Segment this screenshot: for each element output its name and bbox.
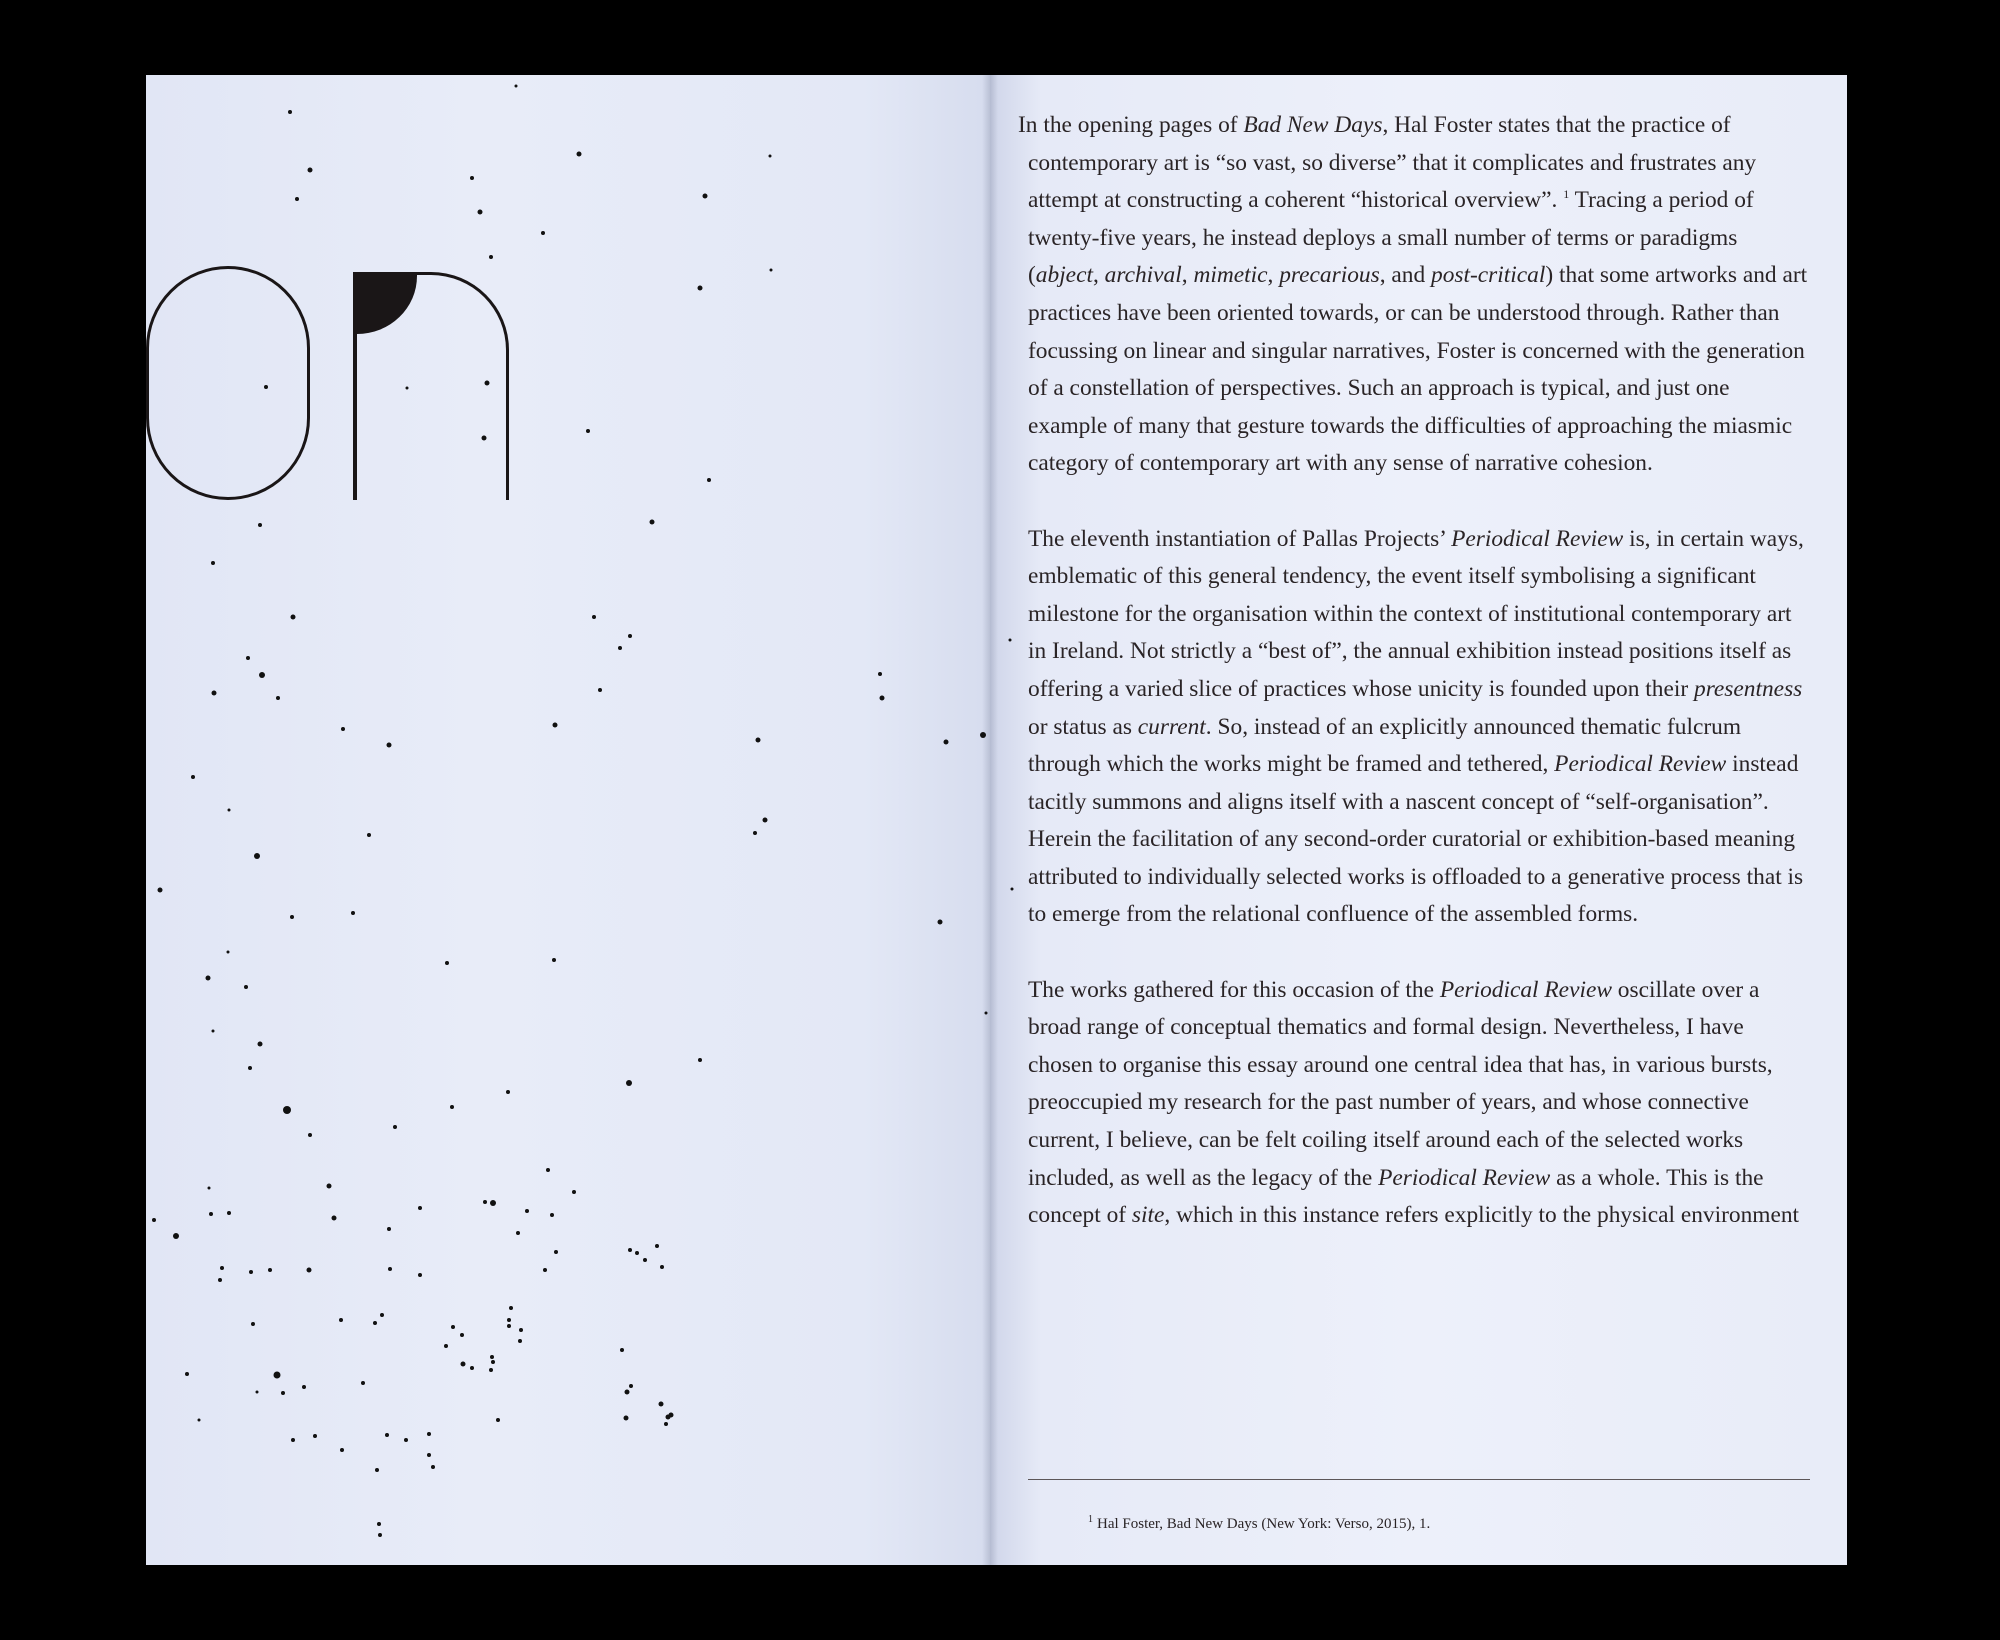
p1-term: precarious xyxy=(1279,262,1380,289)
p3-text: oscillate over a broad range of conceptual thematics and formal design. Nevertheless, I have chosen to organise this essay around one central idea that has, in various bursts, preoccupied my research for the past number of years, and whose connective current, I believe, can be felt coiling itself around each of the selected works included, as well as the legacy of the xyxy=(1028,976,1773,1191)
p2-exhibition-title: Periodical Review xyxy=(1451,525,1624,552)
essay-body xyxy=(1018,107,1808,1272)
p2-text: The eleventh instantiation of Pallas Projects’ xyxy=(1028,525,1452,552)
p1-separator: , xyxy=(1267,262,1280,289)
p1-text: ) that some artworks and art practices have been oriented towards, or can be understood through. Rather than focussing on linear and singular narratives, Foster is concerned with the generation of a constellation of perspectives. Such an approach is typical, and just one example of many that gesture towards the difficulties of approaching the miasmic category of contemporary art with any sense of narrative cohesion. xyxy=(1028,262,1808,477)
p1-term: mimetic xyxy=(1193,262,1268,289)
footnote-divider xyxy=(1028,1479,1810,1480)
p2-emphasis: current xyxy=(1137,713,1206,740)
footnote-number: 1 xyxy=(1088,1514,1093,1525)
p1-text: , Hal Foster states that the practice of contemporary art is “so vast, so diverse” that it complicates and frustrates any attempt at constructing a coherent “historical overview”. xyxy=(1028,112,1757,214)
p2-exhibition-title: Periodical Review xyxy=(1554,751,1727,778)
p3-emphasis: site xyxy=(1131,1202,1165,1229)
p3-text: , which in this instance refers explicitly to the physical environment xyxy=(1164,1202,1800,1229)
p3-exhibition-title: Periodical Review xyxy=(1378,1164,1551,1191)
paragraph-2 xyxy=(1028,521,1808,935)
p1-text: Tracing a period of twenty-five years, he instead deploys a small number of terms or paradigms ( xyxy=(1028,187,1754,289)
paragraph-3 xyxy=(1028,972,1808,1235)
p2-emphasis: presentness xyxy=(1694,675,1803,702)
footnote-text: Hal Foster, Bad New Days (New York: Verso, 2015), 1. xyxy=(1097,1516,1431,1532)
p3-text: as a whole. This is the concept of xyxy=(1028,1164,1764,1229)
p1-text: In the opening pages of xyxy=(1018,112,1244,138)
p3-exhibition-title: Periodical Review xyxy=(1439,976,1612,1003)
p1-separator: , xyxy=(1181,262,1194,289)
p1-term: archival xyxy=(1104,262,1182,289)
p2-text: . So, instead of an explicitly announced thematic fulcrum through which the works might be framed and tethered, xyxy=(1028,713,1742,778)
p2-text: instead tacitly summons and aligns itself with a nascent concept of “self-organisation”. Herein the facilitation of any second-order curatorial or exhibition-based meaning attributed to individually selected works is offloaded to a generative process that is to emerge from the relational confluence of the assembled forms. xyxy=(1028,751,1804,928)
p1-separator: , and xyxy=(1379,262,1432,289)
p2-text: or status as xyxy=(1028,713,1138,740)
p1-book-title: Bad New Days xyxy=(1243,112,1383,138)
p3-text: The works gathered for this occasion of the xyxy=(1028,976,1440,1003)
footnote-reference[interactable]: 1 xyxy=(1563,187,1570,202)
p2-text: is, in certain ways, emblematic of this general tendency, the event itself symbolising a significant milestone for the organisation within the context of institutional contemporary art in Ireland. Not strictly a “best of”, the annual exhibition instead positions itself as offering a varied slice of practices whose unicity is founded upon their xyxy=(1028,525,1804,702)
footnote xyxy=(1088,1514,1430,1533)
p1-separator: , xyxy=(1092,262,1105,289)
p1-term: post-critical xyxy=(1431,262,1546,289)
p1-term: abject xyxy=(1035,262,1093,289)
paragraph-1 xyxy=(1018,107,1808,483)
